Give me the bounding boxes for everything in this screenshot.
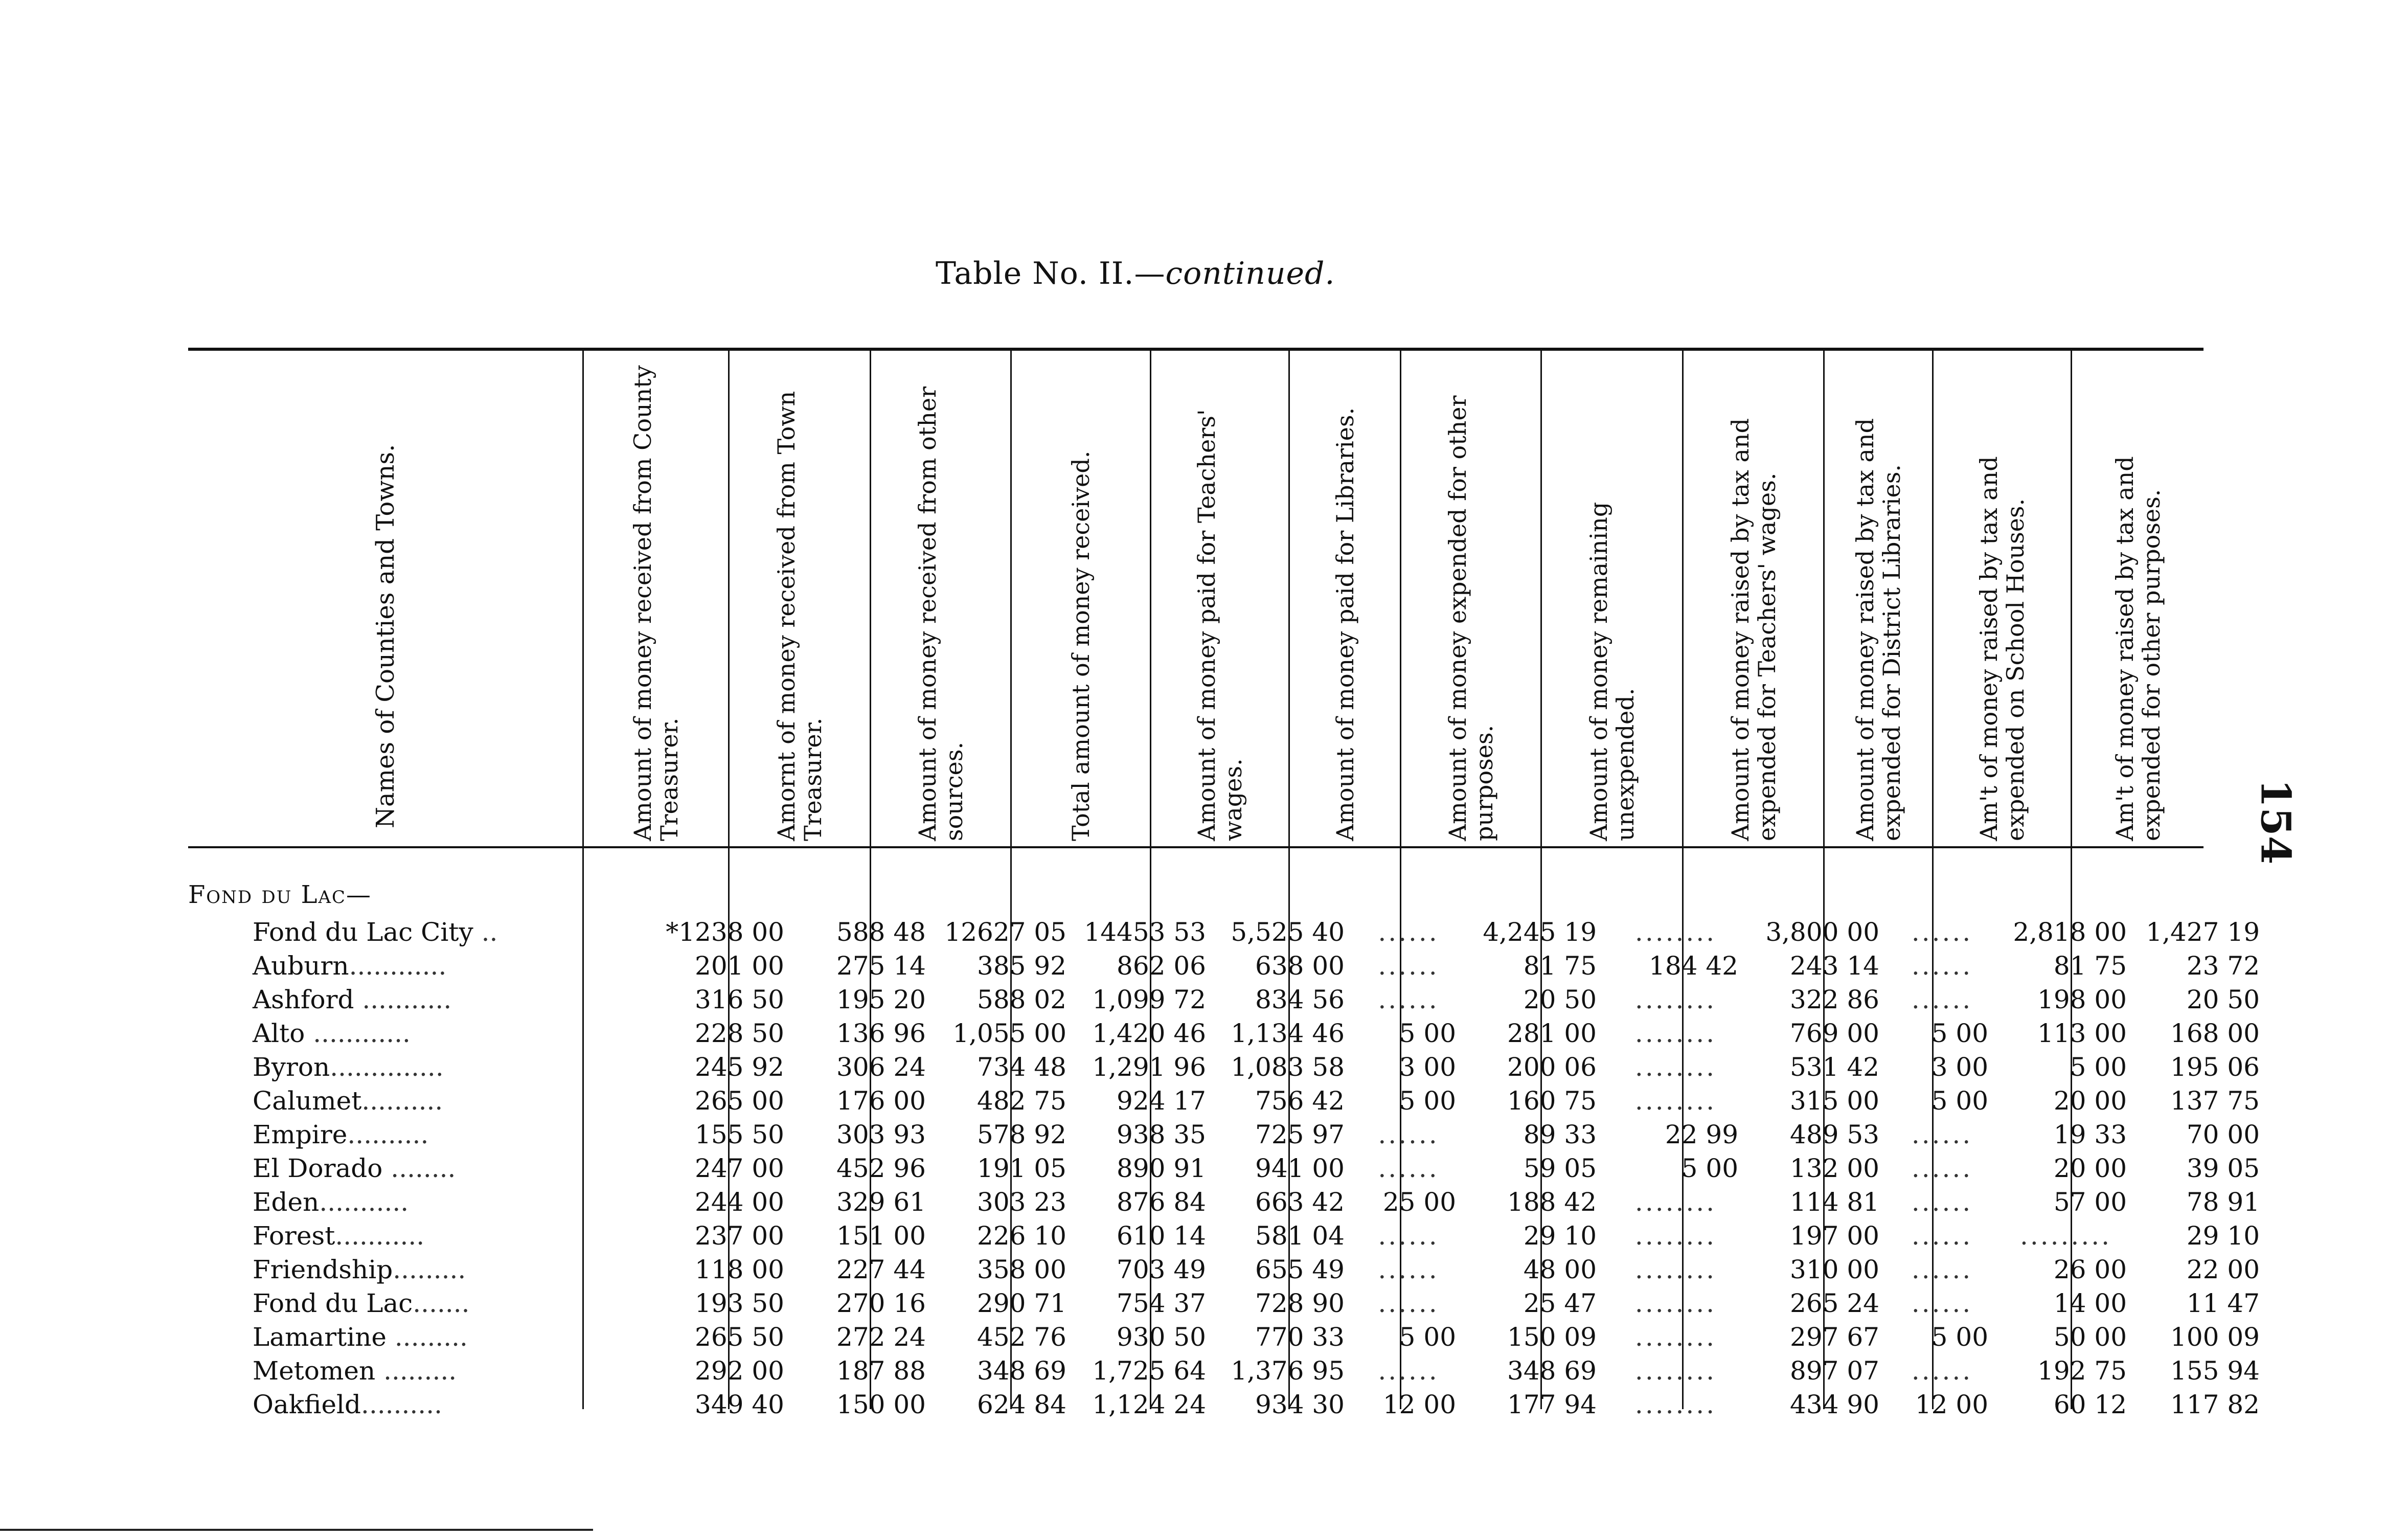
amount-cell: 200 06 bbox=[1507, 1052, 1597, 1082]
amount-cell: 581 04 bbox=[1255, 1221, 1345, 1251]
amount-cell: 1,427 19 bbox=[2146, 917, 2260, 947]
amount-cell: 193 50 bbox=[695, 1288, 784, 1318]
amount-cell: 756 42 bbox=[1255, 1086, 1345, 1116]
town-name: Fond du Lac bbox=[253, 1288, 413, 1318]
amount-cell: 385 92 bbox=[977, 951, 1066, 981]
town-name: El Dorado bbox=[253, 1154, 383, 1183]
amount-cell: 12 00 bbox=[1915, 1390, 1988, 1419]
amount-cell: 39 05 bbox=[2186, 1154, 2260, 1183]
amount-cell: 734 48 bbox=[977, 1052, 1066, 1082]
dot-leader: .......... bbox=[361, 1390, 442, 1419]
amount-cell: 29 10 bbox=[1523, 1221, 1597, 1251]
amount-cell: 23 72 bbox=[2186, 951, 2260, 981]
amount-cell: 1,055 00 bbox=[952, 1019, 1066, 1048]
amount-cell: 938 35 bbox=[1117, 1120, 1206, 1149]
amount-cell: 155 94 bbox=[2170, 1356, 2260, 1386]
amount-cell: 150 09 bbox=[1507, 1322, 1597, 1352]
empty-cell: ...... bbox=[1911, 1356, 1973, 1386]
amount-cell: 610 14 bbox=[1117, 1221, 1206, 1251]
amount-cell: 434 90 bbox=[1790, 1390, 1879, 1419]
amount-cell: 310 00 bbox=[1790, 1255, 1879, 1284]
table-row bbox=[188, 1219, 2268, 1253]
empty-cell: ...... bbox=[1378, 1288, 1439, 1318]
empty-cell: ......... bbox=[2019, 1221, 2112, 1251]
header-cell bbox=[1825, 353, 1932, 844]
header-tax-school-houses: Am't of money raised by tax and expended on School Houses. bbox=[1975, 456, 2029, 841]
empty-cell: ...... bbox=[1911, 985, 1973, 1014]
table-row bbox=[188, 1388, 2268, 1421]
amount-cell: 5 00 bbox=[1931, 1322, 1988, 1352]
dot-leader: .. bbox=[473, 917, 498, 947]
amount-cell: 897 07 bbox=[1790, 1356, 1879, 1386]
empty-cell: ...... bbox=[1378, 1221, 1439, 1251]
header-teachers-wages: Amount of money paid for Teachers' wages. bbox=[1193, 409, 1247, 841]
dot-leader: ....... bbox=[413, 1288, 470, 1318]
amount-cell: 151 00 bbox=[836, 1221, 926, 1251]
empty-cell: ...... bbox=[1911, 1187, 1973, 1217]
amount-cell: 315 00 bbox=[1790, 1086, 1879, 1116]
table-row bbox=[188, 1286, 2268, 1320]
amount-cell: 25 47 bbox=[1523, 1288, 1597, 1318]
amount-cell: 655 49 bbox=[1255, 1255, 1345, 1284]
amount-cell: 132 00 bbox=[1790, 1154, 1879, 1183]
amount-cell: 303 23 bbox=[977, 1187, 1066, 1217]
amount-cell: 482 75 bbox=[977, 1086, 1066, 1116]
amount-cell: 1,291 96 bbox=[1092, 1052, 1206, 1082]
amount-cell: 1,725 64 bbox=[1092, 1356, 1206, 1386]
table-row bbox=[188, 1050, 2268, 1084]
amount-cell: 1,376 95 bbox=[1231, 1356, 1345, 1386]
table-row bbox=[188, 1151, 2268, 1185]
amount-cell: 588 48 bbox=[836, 917, 926, 947]
dot-leader: .......... bbox=[347, 1120, 429, 1149]
town-name-cell bbox=[188, 1286, 647, 1320]
amount-cell: 245 92 bbox=[695, 1052, 784, 1082]
amount-cell: 195 06 bbox=[2170, 1052, 2260, 1082]
table-row bbox=[188, 1320, 2268, 1354]
town-name: Ashford bbox=[253, 985, 354, 1014]
amount-cell: 297 67 bbox=[1790, 1322, 1879, 1352]
town-name: Lamartine bbox=[253, 1322, 387, 1352]
table-row bbox=[188, 1354, 2268, 1388]
amount-cell: 12 00 bbox=[1382, 1390, 1456, 1419]
amount-cell: 5,525 40 bbox=[1231, 917, 1345, 947]
empty-cell: ........ bbox=[1634, 1322, 1717, 1352]
empty-cell: ...... bbox=[1911, 1221, 1973, 1251]
amount-cell: 12627 05 bbox=[944, 917, 1066, 947]
town-name-cell bbox=[188, 915, 647, 949]
amount-cell: 452 76 bbox=[977, 1322, 1066, 1352]
amount-cell: 197 00 bbox=[1790, 1221, 1879, 1251]
town-name: Fond du Lac City bbox=[253, 917, 473, 947]
amount-cell: 5 00 bbox=[2070, 1052, 2127, 1082]
town-name: Empire bbox=[253, 1120, 348, 1149]
amount-cell: 22 99 bbox=[1665, 1120, 1738, 1149]
empty-cell: ........ bbox=[1634, 917, 1717, 947]
empty-cell: ...... bbox=[1378, 985, 1439, 1014]
amount-cell: 59 05 bbox=[1523, 1154, 1597, 1183]
header-libraries: Amount of money paid for Libraries. bbox=[1331, 407, 1359, 841]
empty-cell: ...... bbox=[1378, 1154, 1439, 1183]
amount-cell: 265 24 bbox=[1790, 1288, 1879, 1318]
header-tax-other-purposes: Am't of money raised by tax and expended for other purposes. bbox=[2110, 456, 2165, 841]
empty-cell: ........ bbox=[1634, 1356, 1717, 1386]
empty-cell: ........ bbox=[1634, 1019, 1717, 1048]
amount-cell: 60 12 bbox=[2053, 1390, 2127, 1419]
town-name: Oakfield bbox=[253, 1390, 361, 1419]
town-name-cell bbox=[188, 1253, 647, 1286]
dot-leader: ............ bbox=[349, 951, 447, 981]
amount-cell: 11 47 bbox=[2186, 1288, 2260, 1318]
amount-cell: 155 50 bbox=[695, 1120, 784, 1149]
empty-cell: ........ bbox=[1634, 985, 1717, 1014]
amount-cell: 930 50 bbox=[1117, 1322, 1206, 1352]
amount-cell: 306 24 bbox=[836, 1052, 926, 1082]
amount-cell: 3 00 bbox=[1399, 1052, 1456, 1082]
empty-cell: ...... bbox=[1378, 1120, 1439, 1149]
amount-cell: 303 93 bbox=[836, 1120, 926, 1149]
amount-cell: 70 00 bbox=[2186, 1120, 2260, 1149]
amount-cell: *1238 00 bbox=[666, 917, 784, 947]
header-county-treasurer: Amount of money received from County Treasurer. bbox=[629, 365, 683, 841]
amount-cell: 703 49 bbox=[1117, 1255, 1206, 1284]
header-tax-teachers-wages: Amount of money raised by tax and expended for Teachers' wages. bbox=[1726, 418, 1781, 841]
amount-cell: 237 00 bbox=[695, 1221, 784, 1251]
data-table bbox=[188, 915, 2268, 1421]
dot-leader: ......... bbox=[375, 1356, 457, 1386]
amount-cell: 728 90 bbox=[1255, 1288, 1345, 1318]
amount-cell: 20 00 bbox=[2053, 1086, 2127, 1116]
town-name: Eden bbox=[253, 1187, 320, 1217]
town-name-cell bbox=[188, 1151, 647, 1185]
amount-cell: 770 33 bbox=[1255, 1322, 1345, 1352]
header-cell bbox=[1684, 353, 1823, 844]
amount-cell: 137 75 bbox=[2170, 1086, 2260, 1116]
header-cell bbox=[1012, 353, 1150, 844]
town-name-cell bbox=[188, 1118, 647, 1151]
town-name-cell bbox=[188, 1185, 647, 1219]
empty-cell: ...... bbox=[1911, 917, 1973, 947]
table-title-main: Table No. II.— bbox=[936, 256, 1166, 291]
amount-cell: 489 53 bbox=[1790, 1120, 1879, 1149]
town-name-cell bbox=[188, 1320, 647, 1354]
amount-cell: 226 10 bbox=[977, 1221, 1066, 1251]
table-row bbox=[188, 949, 2268, 983]
amount-cell: 117 82 bbox=[2170, 1390, 2260, 1419]
empty-cell: ........ bbox=[1634, 1052, 1717, 1082]
county-heading: Fond du Lac— bbox=[188, 880, 372, 909]
amount-cell: 195 20 bbox=[836, 985, 926, 1014]
town-name: Friendship bbox=[253, 1255, 393, 1284]
empty-cell: ........ bbox=[1634, 1255, 1717, 1284]
amount-cell: 81 75 bbox=[2053, 951, 2127, 981]
amount-cell: 348 69 bbox=[1507, 1356, 1597, 1386]
amount-cell: 14453 53 bbox=[1084, 917, 1206, 947]
amount-cell: 191 05 bbox=[977, 1154, 1066, 1183]
header-cell-town bbox=[188, 353, 582, 844]
town-name: Alto bbox=[253, 1019, 305, 1048]
dot-leader: ........... bbox=[319, 1187, 409, 1217]
table-row bbox=[188, 915, 2268, 949]
amount-cell: 1,134 46 bbox=[1231, 1019, 1345, 1048]
amount-cell: 14 00 bbox=[2053, 1288, 2127, 1318]
amount-cell: 201 00 bbox=[695, 951, 784, 981]
amount-cell: 3,800 00 bbox=[1765, 917, 1879, 947]
header-cell bbox=[1290, 353, 1400, 844]
amount-cell: 5 00 bbox=[1931, 1086, 1988, 1116]
header-total-received: Total amount of money received. bbox=[1067, 450, 1095, 841]
amount-cell: 50 00 bbox=[2053, 1322, 2127, 1352]
amount-cell: 924 17 bbox=[1117, 1086, 1206, 1116]
town-name-cell bbox=[188, 1219, 647, 1253]
empty-cell: ........ bbox=[1634, 1390, 1717, 1419]
amount-cell: 188 42 bbox=[1507, 1187, 1597, 1217]
amount-cell: 290 71 bbox=[977, 1288, 1066, 1318]
amount-cell: 769 00 bbox=[1790, 1019, 1879, 1048]
amount-cell: 2,818 00 bbox=[2013, 917, 2127, 947]
amount-cell: 89 33 bbox=[1523, 1120, 1597, 1149]
amount-cell: 3 00 bbox=[1931, 1052, 1988, 1082]
town-name: Calumet bbox=[253, 1086, 362, 1116]
amount-cell: 624 84 bbox=[977, 1390, 1066, 1419]
amount-cell: 4,245 19 bbox=[1483, 917, 1597, 947]
header-cell bbox=[1401, 353, 1540, 844]
amount-cell: 638 00 bbox=[1255, 951, 1345, 981]
amount-cell: 531 42 bbox=[1790, 1052, 1879, 1082]
empty-cell: ...... bbox=[1378, 1255, 1439, 1284]
amount-cell: 228 50 bbox=[695, 1019, 784, 1048]
amount-cell: 349 40 bbox=[695, 1390, 784, 1419]
amount-cell: 192 75 bbox=[2037, 1356, 2127, 1386]
amount-cell: 725 97 bbox=[1255, 1120, 1345, 1149]
amount-cell: 184 42 bbox=[1649, 951, 1738, 981]
dot-leader: ........... bbox=[354, 985, 452, 1014]
amount-cell: 358 00 bbox=[977, 1255, 1066, 1284]
dot-leader: .......... bbox=[361, 1086, 443, 1116]
amount-cell: 168 00 bbox=[2170, 1019, 2260, 1048]
empty-cell: ...... bbox=[1378, 917, 1439, 947]
dot-leader: ......... bbox=[387, 1322, 468, 1352]
dot-leader: ......... bbox=[393, 1255, 466, 1284]
table-row bbox=[188, 1253, 2268, 1286]
amount-cell: 876 84 bbox=[1117, 1187, 1206, 1217]
amount-cell: 20 00 bbox=[2053, 1154, 2127, 1183]
table-row bbox=[188, 1185, 2268, 1219]
empty-cell: ...... bbox=[1378, 951, 1439, 981]
page-number: 154 bbox=[2252, 779, 2300, 865]
dot-leader: ............ bbox=[305, 1019, 411, 1048]
header-town-treasurer: Amornt of money received from Town Treasurer. bbox=[773, 391, 827, 841]
empty-cell: ...... bbox=[1911, 1154, 1973, 1183]
amount-cell: 663 42 bbox=[1255, 1187, 1345, 1217]
amount-cell: 322 86 bbox=[1790, 985, 1879, 1014]
amount-cell: 113 00 bbox=[2037, 1019, 2127, 1048]
amount-cell: 48 00 bbox=[1523, 1255, 1597, 1284]
amount-cell: 118 00 bbox=[695, 1255, 784, 1284]
table-row bbox=[188, 1118, 2268, 1151]
empty-cell: ...... bbox=[1911, 1288, 1973, 1318]
empty-cell: ........ bbox=[1634, 1187, 1717, 1217]
empty-cell: ...... bbox=[1911, 1255, 1973, 1284]
table-title bbox=[936, 256, 1447, 291]
amount-cell: 272 24 bbox=[836, 1322, 926, 1352]
amount-cell: 160 75 bbox=[1507, 1086, 1597, 1116]
amount-cell: 198 00 bbox=[2037, 985, 2127, 1014]
amount-cell: 270 16 bbox=[836, 1288, 926, 1318]
empty-cell: ...... bbox=[1911, 1120, 1973, 1149]
header-other-sources: Amount of money received from other sources. bbox=[914, 386, 968, 841]
header-cell bbox=[730, 353, 870, 844]
amount-cell: 348 69 bbox=[977, 1356, 1066, 1386]
amount-cell: 25 00 bbox=[1382, 1187, 1456, 1217]
header-tax-district-libraries: Amount of money raised by tax and expended for District Libraries. bbox=[1851, 418, 1905, 841]
amount-cell: 19 33 bbox=[2053, 1120, 2127, 1149]
amount-cell: 227 44 bbox=[836, 1255, 926, 1284]
header-cell bbox=[871, 353, 1010, 844]
amount-cell: 22 00 bbox=[2186, 1255, 2260, 1284]
town-name: Byron bbox=[253, 1052, 330, 1082]
amount-cell: 934 30 bbox=[1255, 1390, 1345, 1419]
table-body bbox=[188, 915, 2268, 1421]
amount-cell: 136 96 bbox=[836, 1019, 926, 1048]
amount-cell: 1,099 72 bbox=[1092, 985, 1206, 1014]
amount-cell: 329 61 bbox=[836, 1187, 926, 1217]
amount-cell: 29 10 bbox=[2186, 1221, 2260, 1251]
amount-cell: 316 50 bbox=[695, 985, 784, 1014]
dot-leader: .............. bbox=[330, 1052, 444, 1082]
town-name: Auburn bbox=[253, 951, 349, 981]
amount-cell: 452 96 bbox=[836, 1154, 926, 1183]
town-name-cell bbox=[188, 1354, 647, 1388]
empty-cell: ...... bbox=[1911, 951, 1973, 981]
amount-cell: 20 50 bbox=[2186, 985, 2260, 1014]
amount-cell: 834 56 bbox=[1255, 985, 1345, 1014]
header-other-purposes: Amount of money expended for other purposes. bbox=[1444, 395, 1498, 841]
empty-cell: ........ bbox=[1634, 1288, 1717, 1318]
amount-cell: 5 00 bbox=[1399, 1322, 1456, 1352]
amount-cell: 247 00 bbox=[695, 1154, 784, 1183]
header-town-names: Names of Counties and Towns. bbox=[371, 444, 400, 828]
dot-leader: ........... bbox=[335, 1221, 425, 1251]
amount-cell: 265 00 bbox=[695, 1086, 784, 1116]
amount-cell: 150 00 bbox=[836, 1390, 926, 1419]
amount-cell: 5 00 bbox=[1399, 1086, 1456, 1116]
header-cell bbox=[1151, 353, 1288, 844]
town-name: Forest bbox=[253, 1221, 335, 1251]
amount-cell: 57 00 bbox=[2053, 1187, 2127, 1217]
amount-cell: 177 94 bbox=[1507, 1390, 1597, 1419]
amount-cell: 5 00 bbox=[1681, 1154, 1738, 1183]
amount-cell: 275 14 bbox=[836, 951, 926, 981]
header-unexpended: Amount of money remaining unexpended. bbox=[1585, 502, 1639, 841]
amount-cell: 81 75 bbox=[1523, 951, 1597, 981]
town-name-cell bbox=[188, 1050, 647, 1084]
amount-cell: 754 37 bbox=[1117, 1288, 1206, 1318]
empty-cell: ...... bbox=[1378, 1356, 1439, 1386]
town-name: Metomen bbox=[253, 1356, 376, 1386]
empty-cell: ........ bbox=[1634, 1221, 1717, 1251]
amount-cell: 176 00 bbox=[836, 1086, 926, 1116]
bottom-rule bbox=[0, 1529, 593, 1531]
amount-cell: 114 81 bbox=[1790, 1187, 1879, 1217]
amount-cell: 1,420 46 bbox=[1092, 1019, 1206, 1048]
amount-cell: 265 50 bbox=[695, 1322, 784, 1352]
amount-cell: 5 00 bbox=[1399, 1019, 1456, 1048]
amount-cell: 78 91 bbox=[2186, 1187, 2260, 1217]
amount-cell: 941 00 bbox=[1255, 1154, 1345, 1183]
town-name-cell bbox=[188, 1388, 647, 1421]
header-cell bbox=[2072, 353, 2203, 844]
amount-cell: 1,083 58 bbox=[1231, 1052, 1345, 1082]
amount-cell: 578 92 bbox=[977, 1120, 1066, 1149]
amount-cell: 244 00 bbox=[695, 1187, 784, 1217]
header-cell bbox=[584, 353, 728, 844]
table-row bbox=[188, 1084, 2268, 1118]
town-name-cell bbox=[188, 1016, 647, 1050]
amount-cell: 20 50 bbox=[1523, 985, 1597, 1014]
town-name-cell bbox=[188, 949, 647, 983]
empty-cell: ........ bbox=[1634, 1086, 1717, 1116]
header-bottom-rule bbox=[188, 846, 2203, 848]
table-row bbox=[188, 1016, 2268, 1050]
table-title-continued: continued. bbox=[1165, 256, 1335, 291]
table-row bbox=[188, 983, 2268, 1016]
amount-cell: 100 09 bbox=[2170, 1322, 2260, 1352]
amount-cell: 890 91 bbox=[1117, 1154, 1206, 1183]
town-name-cell bbox=[188, 983, 647, 1016]
amount-cell: 281 00 bbox=[1507, 1019, 1597, 1048]
amount-cell: 1,124 24 bbox=[1092, 1390, 1206, 1419]
amount-cell: 862 06 bbox=[1117, 951, 1206, 981]
amount-cell: 243 14 bbox=[1790, 951, 1879, 981]
header-cell bbox=[1542, 353, 1682, 844]
dot-leader: ........ bbox=[382, 1154, 456, 1183]
amount-cell: 292 00 bbox=[695, 1356, 784, 1386]
amount-cell: 5 00 bbox=[1931, 1019, 1988, 1048]
header-cell bbox=[1934, 353, 2071, 844]
amount-cell: 187 88 bbox=[836, 1356, 926, 1386]
town-name-cell bbox=[188, 1084, 647, 1118]
header-top-rule bbox=[188, 348, 2203, 351]
amount-cell: 588 02 bbox=[977, 985, 1066, 1014]
amount-cell: 26 00 bbox=[2053, 1255, 2127, 1284]
